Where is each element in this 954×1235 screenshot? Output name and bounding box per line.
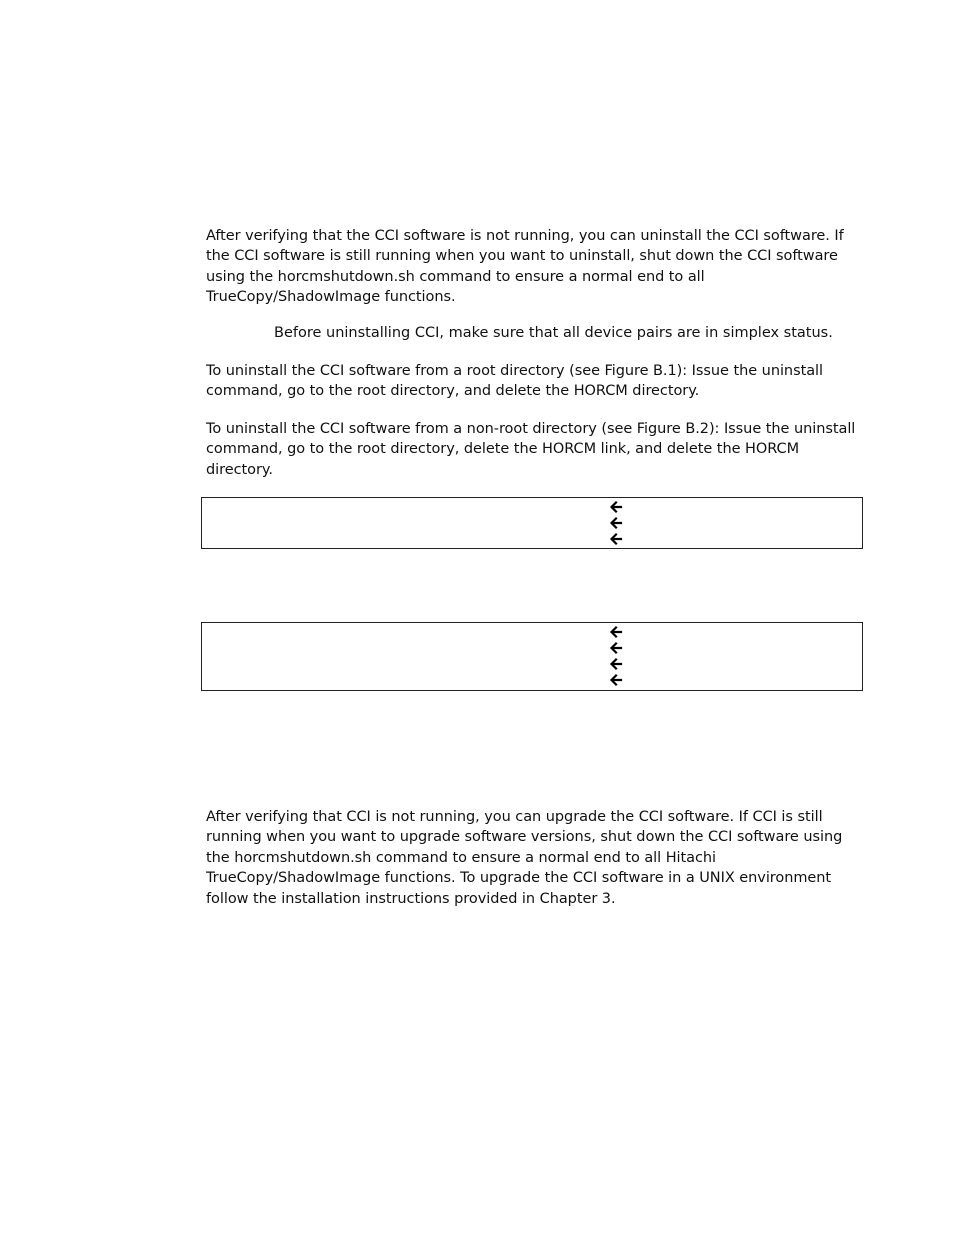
uninstall-root-paragraph: To uninstall the CCI software from a root directory (see Figure B.1): Issue the uninstall command, go to the root directory, and delete the HORCM directory. <box>206 363 824 400</box>
left-arrow-icon <box>609 657 623 671</box>
left-arrow-icon <box>609 532 623 546</box>
figure-b1-box <box>201 497 863 549</box>
left-arrow-icon <box>609 500 623 514</box>
left-arrow-icon <box>609 516 623 530</box>
figure-b2-box <box>201 622 863 691</box>
uninstall-nonroot-paragraph: To uninstall the CCI software from a non-root directory (see Figure B.2): Issue the uninstall command, go to the root directory, delete the HORCM link, and delete the HORCM directory. <box>206 421 856 478</box>
left-arrow-icon <box>609 641 623 655</box>
left-arrow-icon <box>609 625 623 639</box>
left-arrow-icon <box>609 673 623 687</box>
uninstall-intro-paragraph: After verifying that the CCI software is not running, you can uninstall the CCI software. If the CCI software is still running when you want to uninstall, shut down the CCI software using the horcmshutdown.sh command to ensure a normal end to all TrueCopy/ShadowImage functions. <box>206 228 844 306</box>
upgrade-paragraph: After verifying that CCI is not running, you can upgrade the CCI software. If CCI is still running when you want to upgrade software versions, shut down the CCI software using the horcmshutdown.sh command to ensure a normal end to all Hitachi TrueCopy/ShadowImage functions. To upgrade the CCI software in a UNIX environment follow the installation instructions provided in Chapter 3. <box>206 809 843 907</box>
uninstall-note: Before uninstalling CCI, make sure that all device pairs are in simplex status. <box>274 325 833 341</box>
